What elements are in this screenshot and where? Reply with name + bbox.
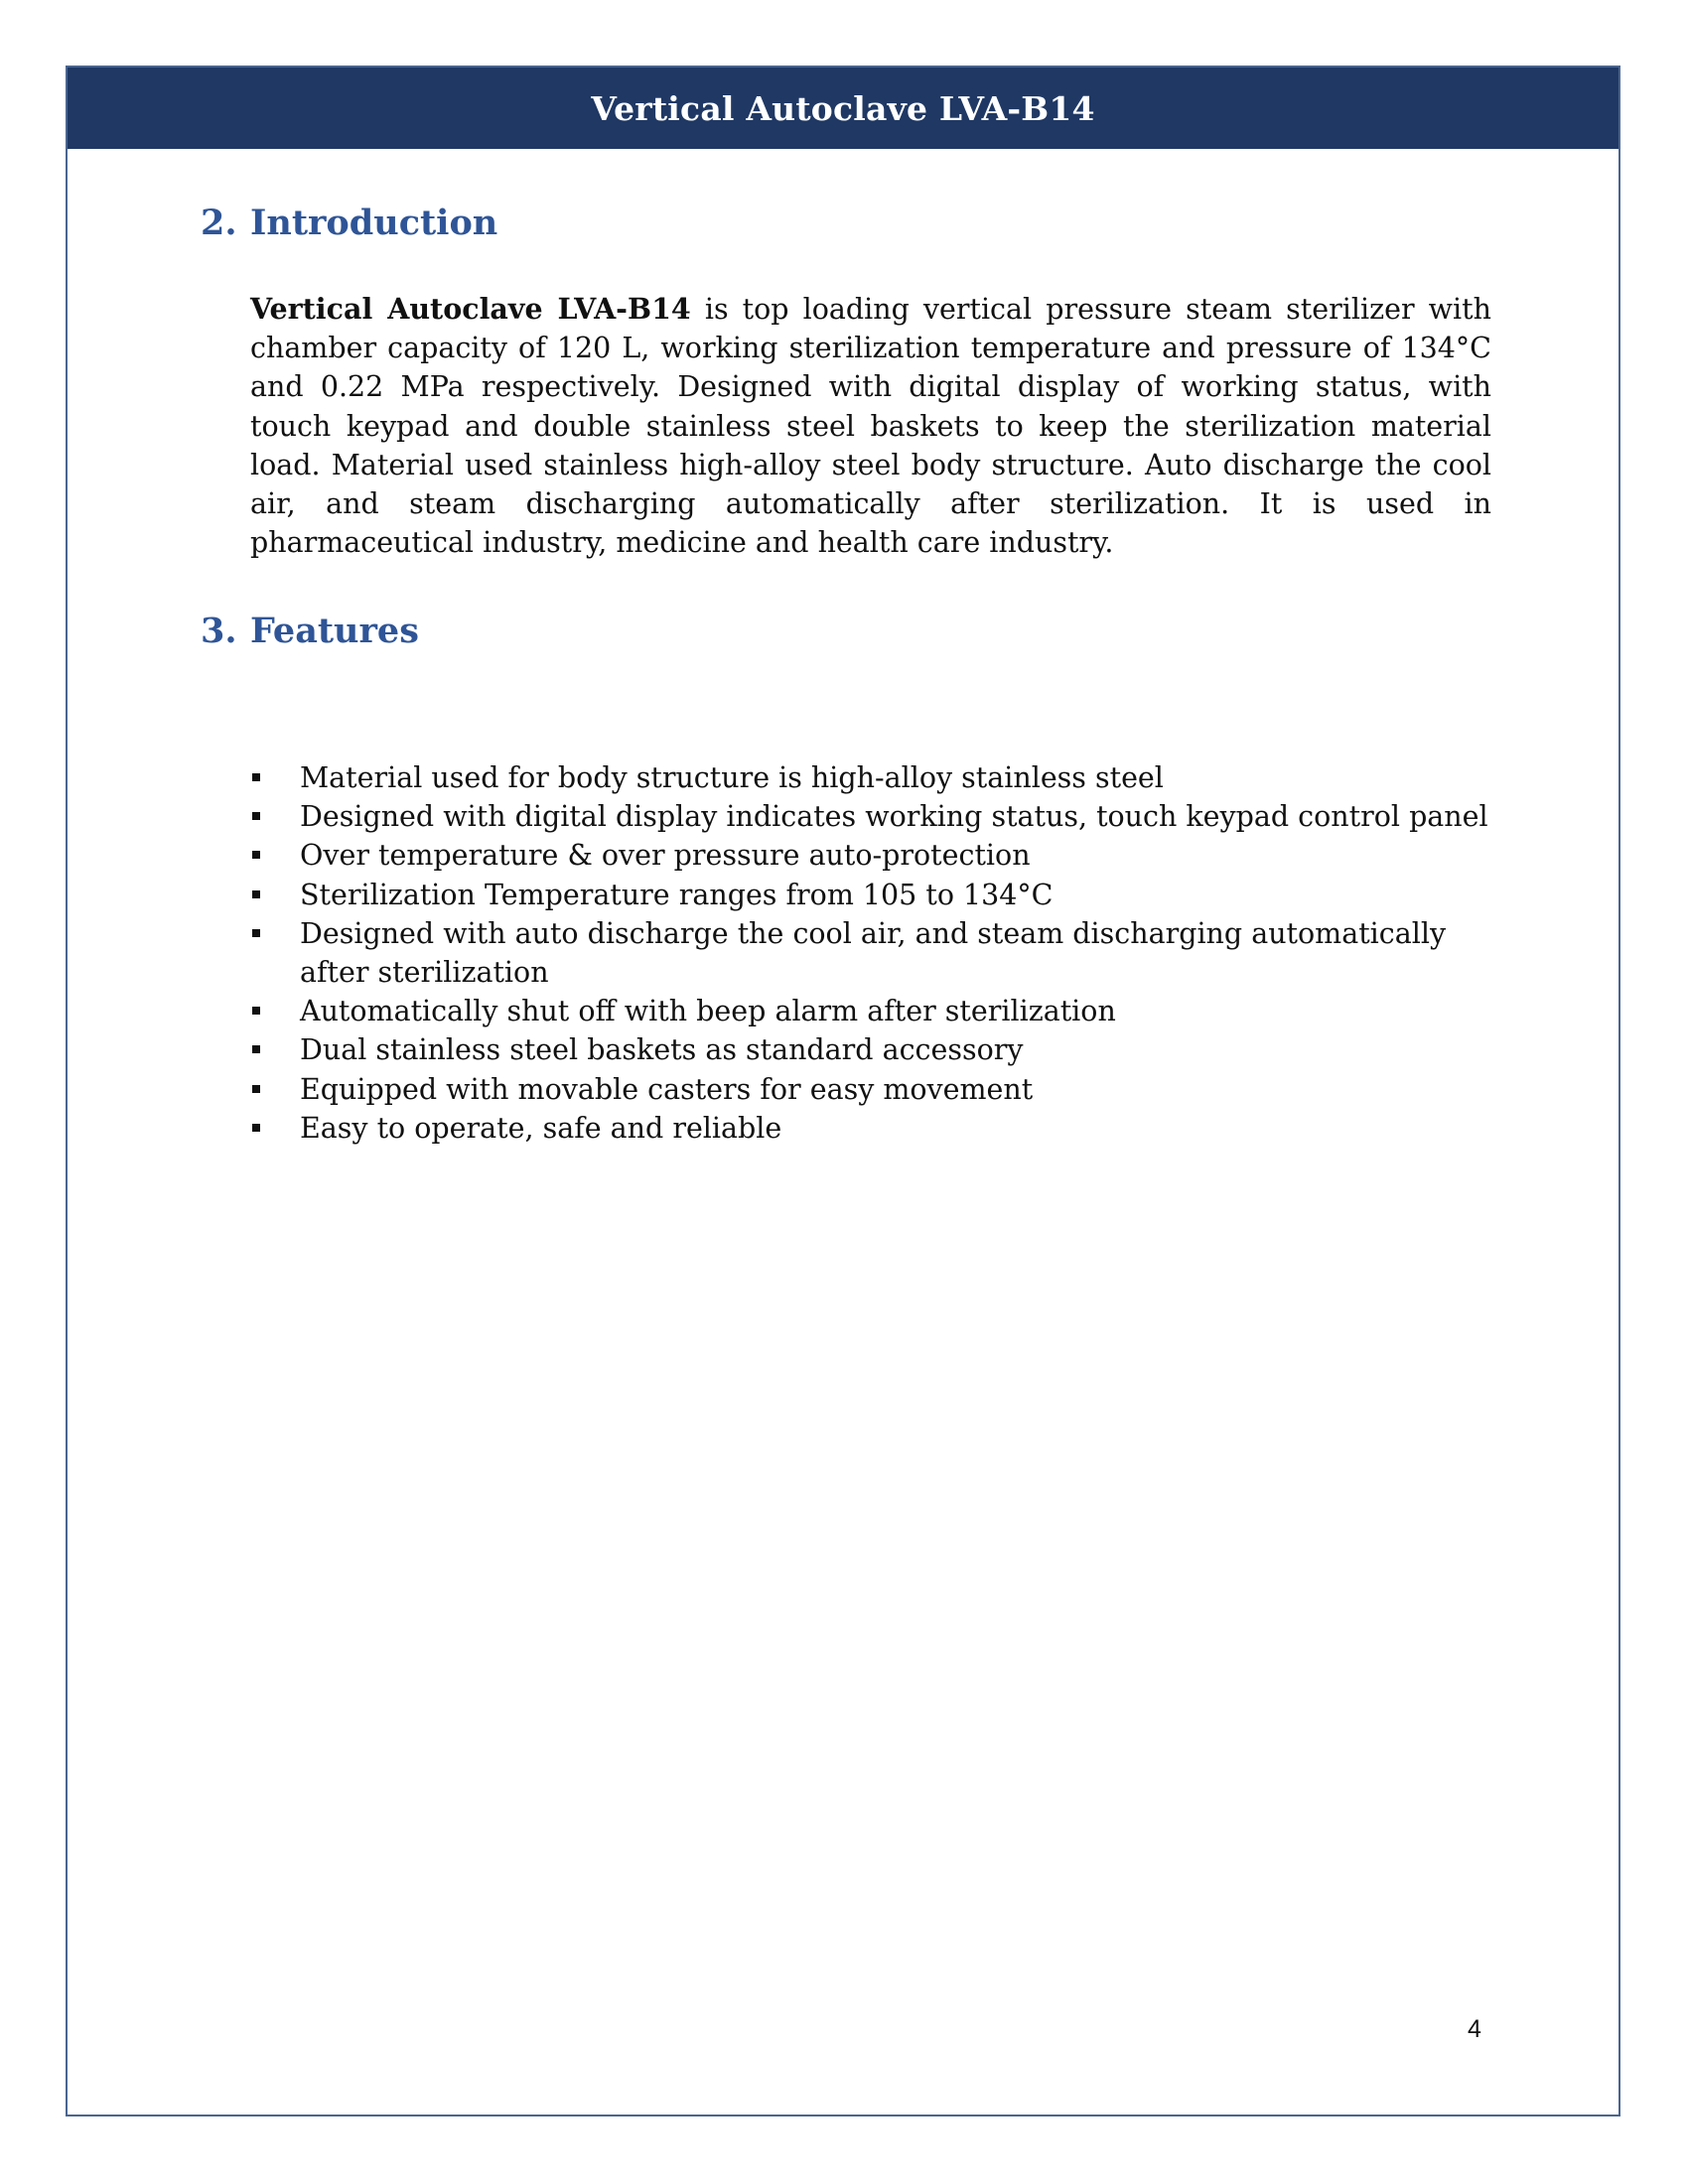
feature-item-text: Easy to operate, safe and reliable [300,1111,782,1145]
square-bullet-icon [252,1124,260,1132]
feature-item-text: Over temperature & over pressure auto-protection [300,839,1031,873]
introduction-heading [201,203,497,243]
feature-item-text: Automatically shut off with beep alarm after sterilization [300,995,1116,1028]
page-frame [66,66,1620,2116]
feature-item-text: Material used for body structure is high-alloy stainless steel [300,761,1164,794]
features-list [250,758,1501,1148]
feature-item [250,992,1501,1030]
introduction-paragraph [250,290,1491,562]
feature-item [250,1030,1501,1069]
feature-item-text: Designed with digital display indicates working status, touch keypad control panel [300,800,1488,834]
square-bullet-icon [252,890,260,898]
feature-item [250,1070,1501,1109]
document-title: Vertical Autoclave LVA-B14 [591,88,1095,128]
square-bullet-icon [252,1045,260,1053]
square-bullet-icon [252,773,260,781]
features-heading [201,611,419,651]
introduction-section-title: Introduction [250,203,498,243]
feature-item [250,1109,1501,1148]
feature-item-text: Sterilization Temperature ranges from 105 to 134°C [300,878,1054,911]
feature-item-text: Equipped with movable casters for easy movement [300,1072,1034,1106]
square-bullet-icon [252,812,260,820]
feature-item [250,876,1501,914]
feature-item-text: Designed with auto discharge the cool air, and steam discharging automatically after sterilization [300,916,1447,990]
page-content [68,68,1618,2115]
square-bullet-icon [252,1007,260,1015]
introduction-body-text: is top loading vertical pressure steam sterilizer with chamber capacity of 120 L, working sterilization temperature and pressure of 134°C and 0.22 MPa respectively. Designed with digital display of working status, with touch keypad and double stainless steel baskets to keep the sterilization material load. Material used stainless high-alloy steel body structure. Auto discharge the cool air, and steam discharging automatically after sterilization. It is used in pharmaceutical industry, medicine and health care industry. [250,293,1491,560]
feature-item [250,797,1501,836]
square-bullet-icon [252,1085,260,1093]
feature-item-text: Dual stainless steel baskets as standard accessory [300,1033,1024,1067]
feature-item [250,758,1501,797]
page-number: 4 [1468,2015,1481,2043]
feature-item [250,914,1501,992]
features-section-title: Features [250,611,419,651]
features-section-number: 3. [201,611,237,651]
introduction-section-number: 2. [201,203,237,243]
square-bullet-icon [252,929,260,937]
feature-item [250,836,1501,875]
introduction-product-name: Vertical Autoclave LVA-B14 [250,292,691,326]
square-bullet-icon [252,851,260,859]
